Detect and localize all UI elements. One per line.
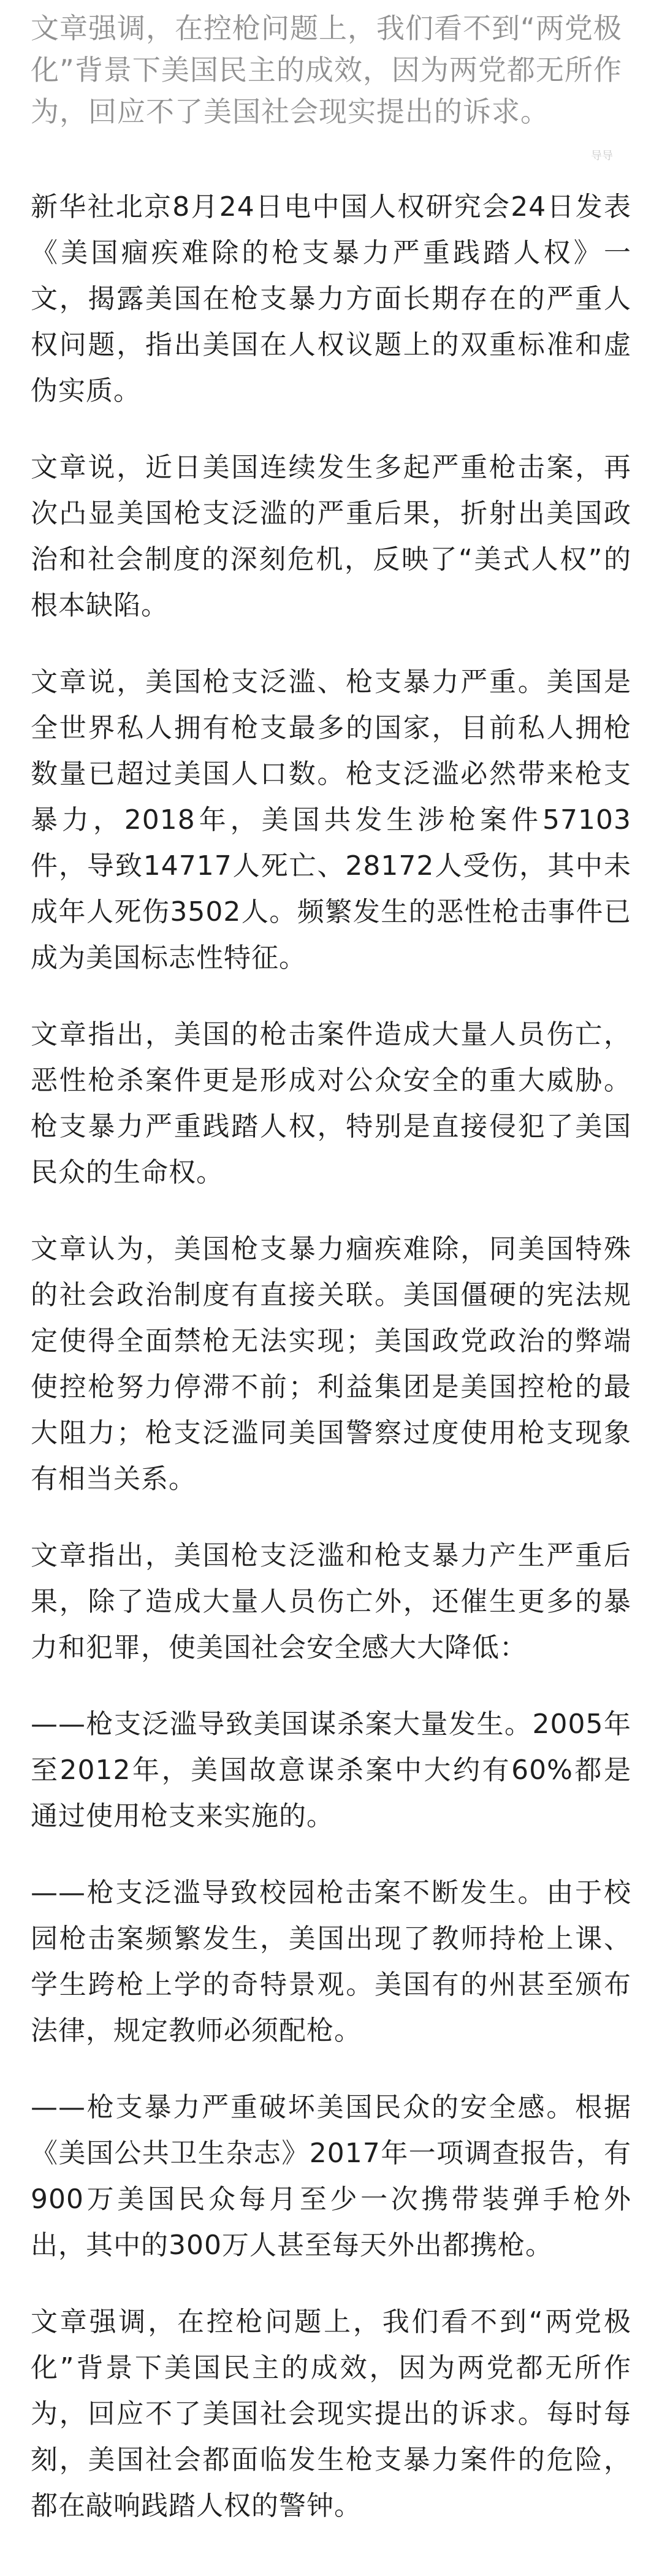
paragraph-intro: 新华社北京8月24日电中国人权研究会24日发表《美国痼疾难除的枪支暴力严重践踏人权》一文，揭露美国在枪支暴力方面长期存在的严重人权问题，指出美国在人权议题上的双重标准和虚伪实质。 [31,191,631,406]
summary-text: 文章强调，在控枪问题上，我们看不到“两党极化”背景下美国民主的成效，因为两党都无所作为，回应不了美国社会现实提出的诉求。 [31,12,622,128]
paragraph-4: 文章指出，美国的枪击案件造成大量人员伤亡，恶性枪杀案件更是形成对公众安全的重大威胁。枪支暴力严重践踏人权，特别是直接侵犯了美国民众的生命权。 [31,1019,631,1188]
summary-section [31,0,631,184]
paragraph-5: 文章认为，美国枪支暴力痼疾难除，同美国特殊的社会政治制度有直接关联。美国僵硬的宪法规定使得全面禁枪无法实现；美国政党政治的弊端使控枪努力停滞不前；利益集团是美国控枪的最大阻力；枪支泛滥同美国警察过度使用枪支现象有相当关系。 [31,1233,631,1495]
paragraph-6: 文章指出，美国枪支泛滥和枪支暴力产生严重后果，除了造成大量人员伤亡外，还催生更多的暴力和犯罪，使美国社会安全感大大降低： [31,1540,631,1663]
paragraph-3: 文章说，美国枪支泛滥、枪支暴力严重。美国是全世界私人拥有枪支最多的国家，目前私人拥枪数量已超过美国人口数。枪支泛滥必然带来枪支暴力，2018年，美国共发生涉枪案件57103件，导致14717人死亡、28172人受伤，其中未成年人死伤3502人。频繁发生的恶性枪击事件已成为美国标志性特征。 [31,666,631,974]
article-body [31,184,631,2529]
watermark-mark: 导导 [591,150,613,162]
paragraph-7: ——枪支泛滥导致美国谋杀案大量发生。2005年至2012年，美国故意谋杀案中大约有60%都是通过使用枪支来实施的。 [31,1709,631,1832]
paragraph-9: ——枪支暴力严重破坏美国民众的安全感。根据《美国公共卫生杂志》2017年一项调查报告，有900万美国民众每月至少一次携带装弹手枪外出，其中的300万人甚至每天外出都携枪。 [31,2092,631,2261]
paragraph-10: 文章强调，在控枪问题上，我们看不到“两党极化”背景下美国民主的成效，因为两党都无所作为，回应不了美国社会现实提出的诉求。每时每刻，美国社会都面临发生枪支暴力案件的危险，都在敲响践踏人权的警钟。 [31,2306,631,2521]
paragraph-8: ——枪支泛滥导致校园枪击案不断发生。由于校园枪击案频繁发生，美国出现了教师持枪上课、学生跨枪上学的奇特景观。美国有的州甚至颁布法律，规定教师必须配枪。 [31,1877,631,2046]
paragraph-2: 文章说，近日美国连续发生多起严重枪击案，再次凸显美国枪支泛滥的严重后果，折射出美国政治和社会制度的深刻危机，反映了“美式人权”的根本缺陷。 [31,452,631,621]
